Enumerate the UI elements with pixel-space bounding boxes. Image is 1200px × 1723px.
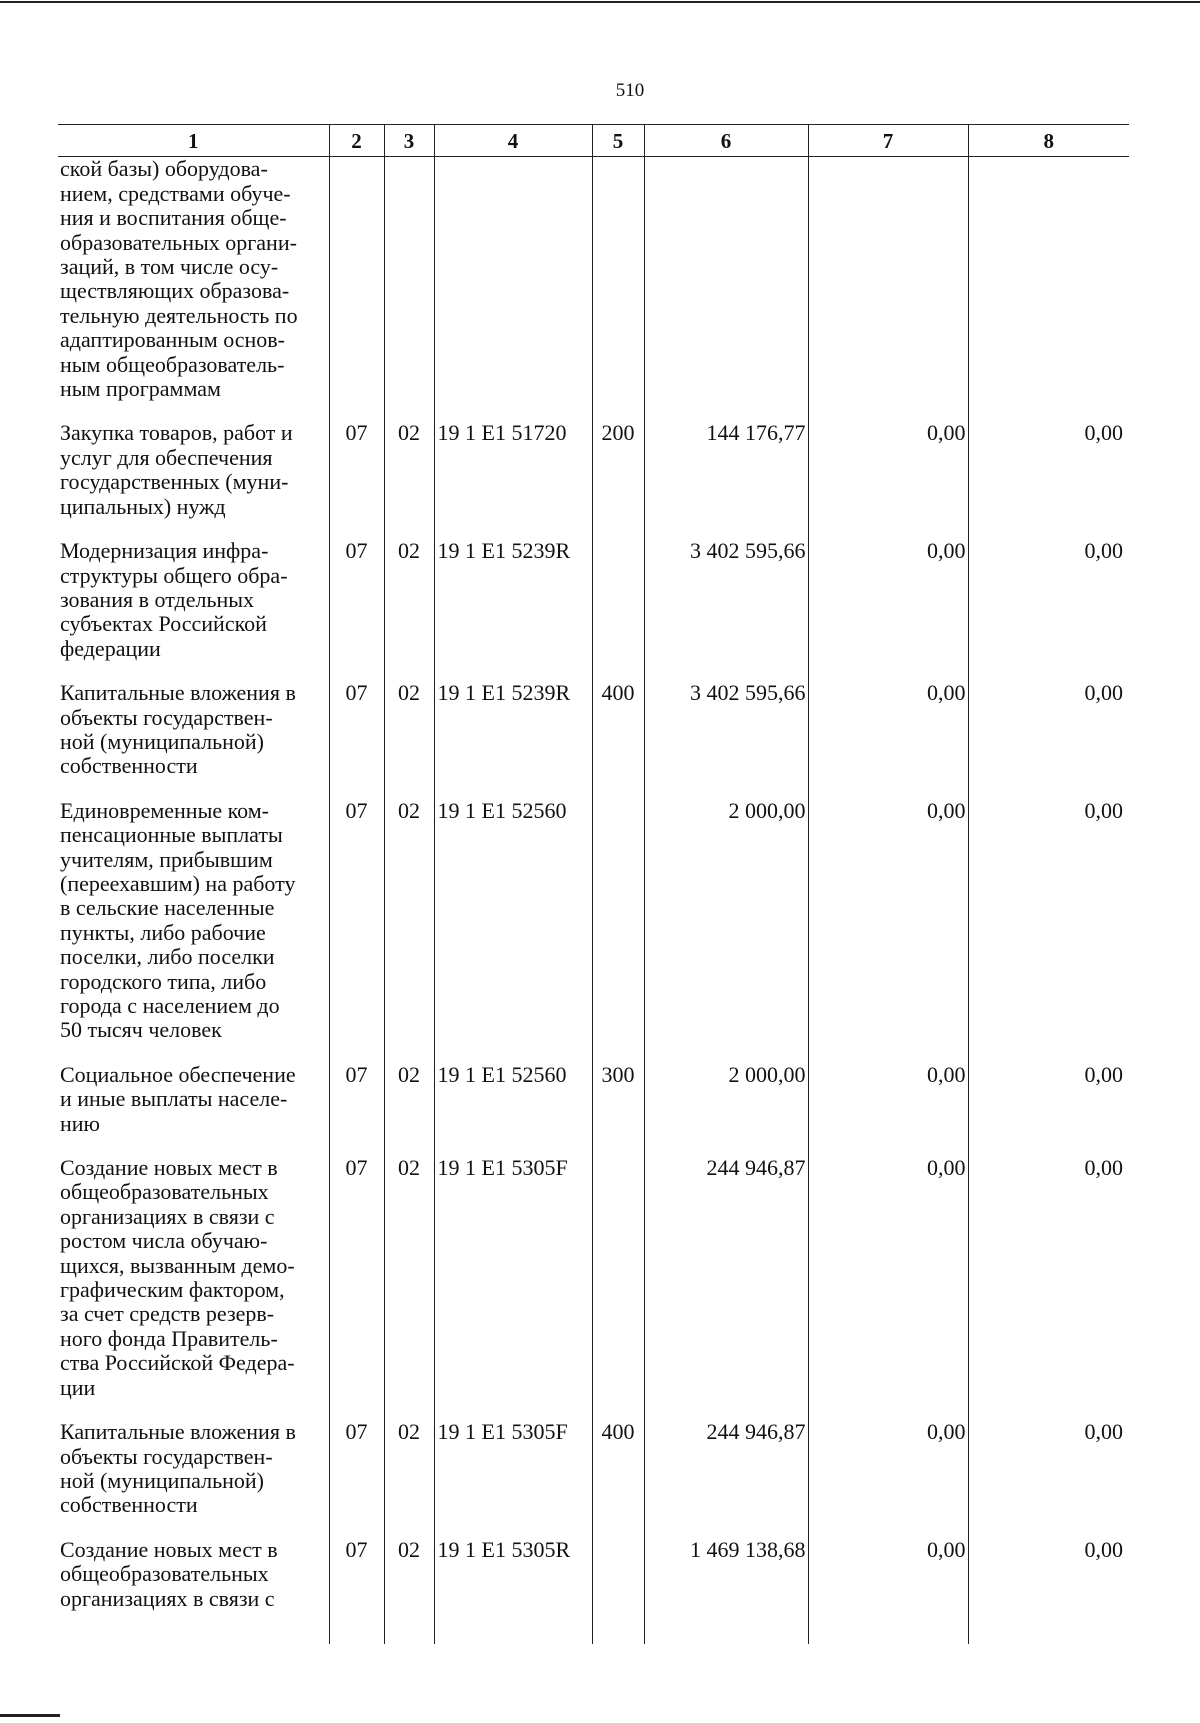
scan-edge-mark [0, 1714, 60, 1723]
amount-col8: 0,00 [968, 1156, 1129, 1420]
section-code: 07 [329, 1063, 384, 1156]
target-article [434, 157, 592, 422]
item-name: Социальное обеспечение и иные выплаты населе- нию [60, 1061, 296, 1136]
amount-col8: 0,00 [968, 1063, 1129, 1156]
column-header-6: 6 [644, 125, 808, 157]
table-row [58, 681, 1129, 799]
expense-type: 400 [592, 681, 644, 799]
item-name: ской базы) оборудова- нием, средствами обуче- ния и воспитания обще- образовательных органи- заций, в том числе осу- ществляющих образова- тельную деятельность по адаптированным основ- ным общеобразователь- ным программам [60, 156, 298, 402]
section-code: 07 [329, 681, 384, 799]
target-article: 19 1 E1 5305F [434, 1156, 592, 1420]
subsection-code: 02 [384, 799, 434, 1063]
expense-type: 300 [592, 1063, 644, 1156]
subsection-code: 02 [384, 1156, 434, 1420]
section-code: 07 [329, 539, 384, 681]
item-name: Капитальные вложения в объекты государствен- ной (муниципальной) собственности [60, 680, 296, 779]
amount-col8: 0,00 [968, 1538, 1129, 1644]
section-code [329, 157, 384, 422]
amount-col8: 0,00 [968, 1420, 1129, 1538]
amount-col7: 0,00 [808, 681, 968, 799]
amount-col7: 0,00 [808, 1156, 968, 1420]
expense-type [592, 539, 644, 681]
item-name: Закупка товаров, работ и услуг для обеспечения государственных (муни- ципальных) нужд [60, 420, 293, 519]
target-article: 19 1 E1 5239R [434, 681, 592, 799]
table-row [58, 1420, 1129, 1538]
amount-col7: 0,00 [808, 1538, 968, 1644]
column-header-4: 4 [434, 125, 592, 157]
expense-type [592, 157, 644, 422]
table-row [58, 157, 1129, 422]
amount: 3 402 595,66 [644, 539, 808, 681]
amount: 1 469 138,68 [644, 1538, 808, 1644]
column-header-7: 7 [808, 125, 968, 157]
expense-type: 200 [592, 421, 644, 539]
section-code: 07 [329, 1156, 384, 1420]
subsection-code [384, 157, 434, 422]
amount-col8: 0,00 [968, 681, 1129, 799]
expense-type [592, 1156, 644, 1420]
subsection-code: 02 [384, 681, 434, 799]
amount: 3 402 595,66 [644, 681, 808, 799]
amount-col7: 0,00 [808, 539, 968, 681]
subsection-code: 02 [384, 1063, 434, 1156]
amount: 244 946,87 [644, 1156, 808, 1420]
item-name: Модернизация инфра- структуры общего обра- зования в отдельных субъектах Российской федерации [60, 538, 288, 661]
table-row [58, 539, 1129, 681]
budget-table [58, 124, 1129, 1644]
item-name: Создание новых мест в общеобразовательных организациях в связи с ростом числа обучаю- щихся, вызванным демо- графическим фактором, за счет средств резерв- ного фонда Правитель- ства Российской Федера- ции [60, 1155, 295, 1400]
table-row [58, 1538, 1129, 1644]
amount: 144 176,77 [644, 421, 808, 539]
target-article: 19 1 E1 5239R [434, 539, 592, 681]
expense-type [592, 1538, 644, 1644]
column-header-2: 2 [329, 125, 384, 157]
table-row [58, 799, 1129, 1063]
amount-col7: 0,00 [808, 799, 968, 1063]
top-rule [0, 1, 1200, 3]
table-row [58, 1063, 1129, 1156]
table-row [58, 1156, 1129, 1420]
subsection-code: 02 [384, 539, 434, 681]
table-body [58, 157, 1129, 1644]
amount: 2 000,00 [644, 1063, 808, 1156]
expense-type: 400 [592, 1420, 644, 1538]
amount-col8 [968, 157, 1129, 422]
header-row [58, 125, 1129, 157]
target-article: 19 1 E1 5305R [434, 1538, 592, 1644]
column-header-8: 8 [968, 125, 1129, 157]
amount: 244 946,87 [644, 1420, 808, 1538]
target-article: 19 1 E1 52560 [434, 799, 592, 1063]
amount-col7: 0,00 [808, 421, 968, 539]
item-name: Создание новых мест в общеобразовательных организациях в связи с [60, 1536, 278, 1611]
amount-col7: 0,00 [808, 1420, 968, 1538]
amount-col8: 0,00 [968, 539, 1129, 681]
target-article: 19 1 E1 52560 [434, 1063, 592, 1156]
amount-col8: 0,00 [968, 421, 1129, 539]
amount-col8: 0,00 [968, 799, 1129, 1063]
column-header-1: 1 [58, 125, 329, 157]
item-name: Капитальные вложения в объекты государствен- ной (муниципальной) собственности [60, 1419, 296, 1518]
expense-type [592, 799, 644, 1063]
target-article: 19 1 E1 5305F [434, 1420, 592, 1538]
section-code: 07 [329, 1538, 384, 1644]
amount [644, 157, 808, 422]
section-code: 07 [329, 1420, 384, 1538]
subsection-code: 02 [384, 1538, 434, 1644]
table-row [58, 421, 1129, 539]
section-code: 07 [329, 421, 384, 539]
target-article: 19 1 E1 51720 [434, 421, 592, 539]
subsection-code: 02 [384, 1420, 434, 1538]
column-header-3: 3 [384, 125, 434, 157]
amount: 2 000,00 [644, 799, 808, 1063]
subsection-code: 02 [384, 421, 434, 539]
page-number: 510 [615, 80, 645, 101]
item-name: Единовременные ком- пенсационные выплаты учителям, прибывшим (переехавшим) на работу в сельские населенные пункты, либо рабочие поселки, либо поселки городского типа, либо города с населением до 50 тысяч человек [60, 797, 296, 1043]
amount-col7 [808, 157, 968, 422]
column-header-5: 5 [592, 125, 644, 157]
amount-col7: 0,00 [808, 1063, 968, 1156]
section-code: 07 [329, 799, 384, 1063]
